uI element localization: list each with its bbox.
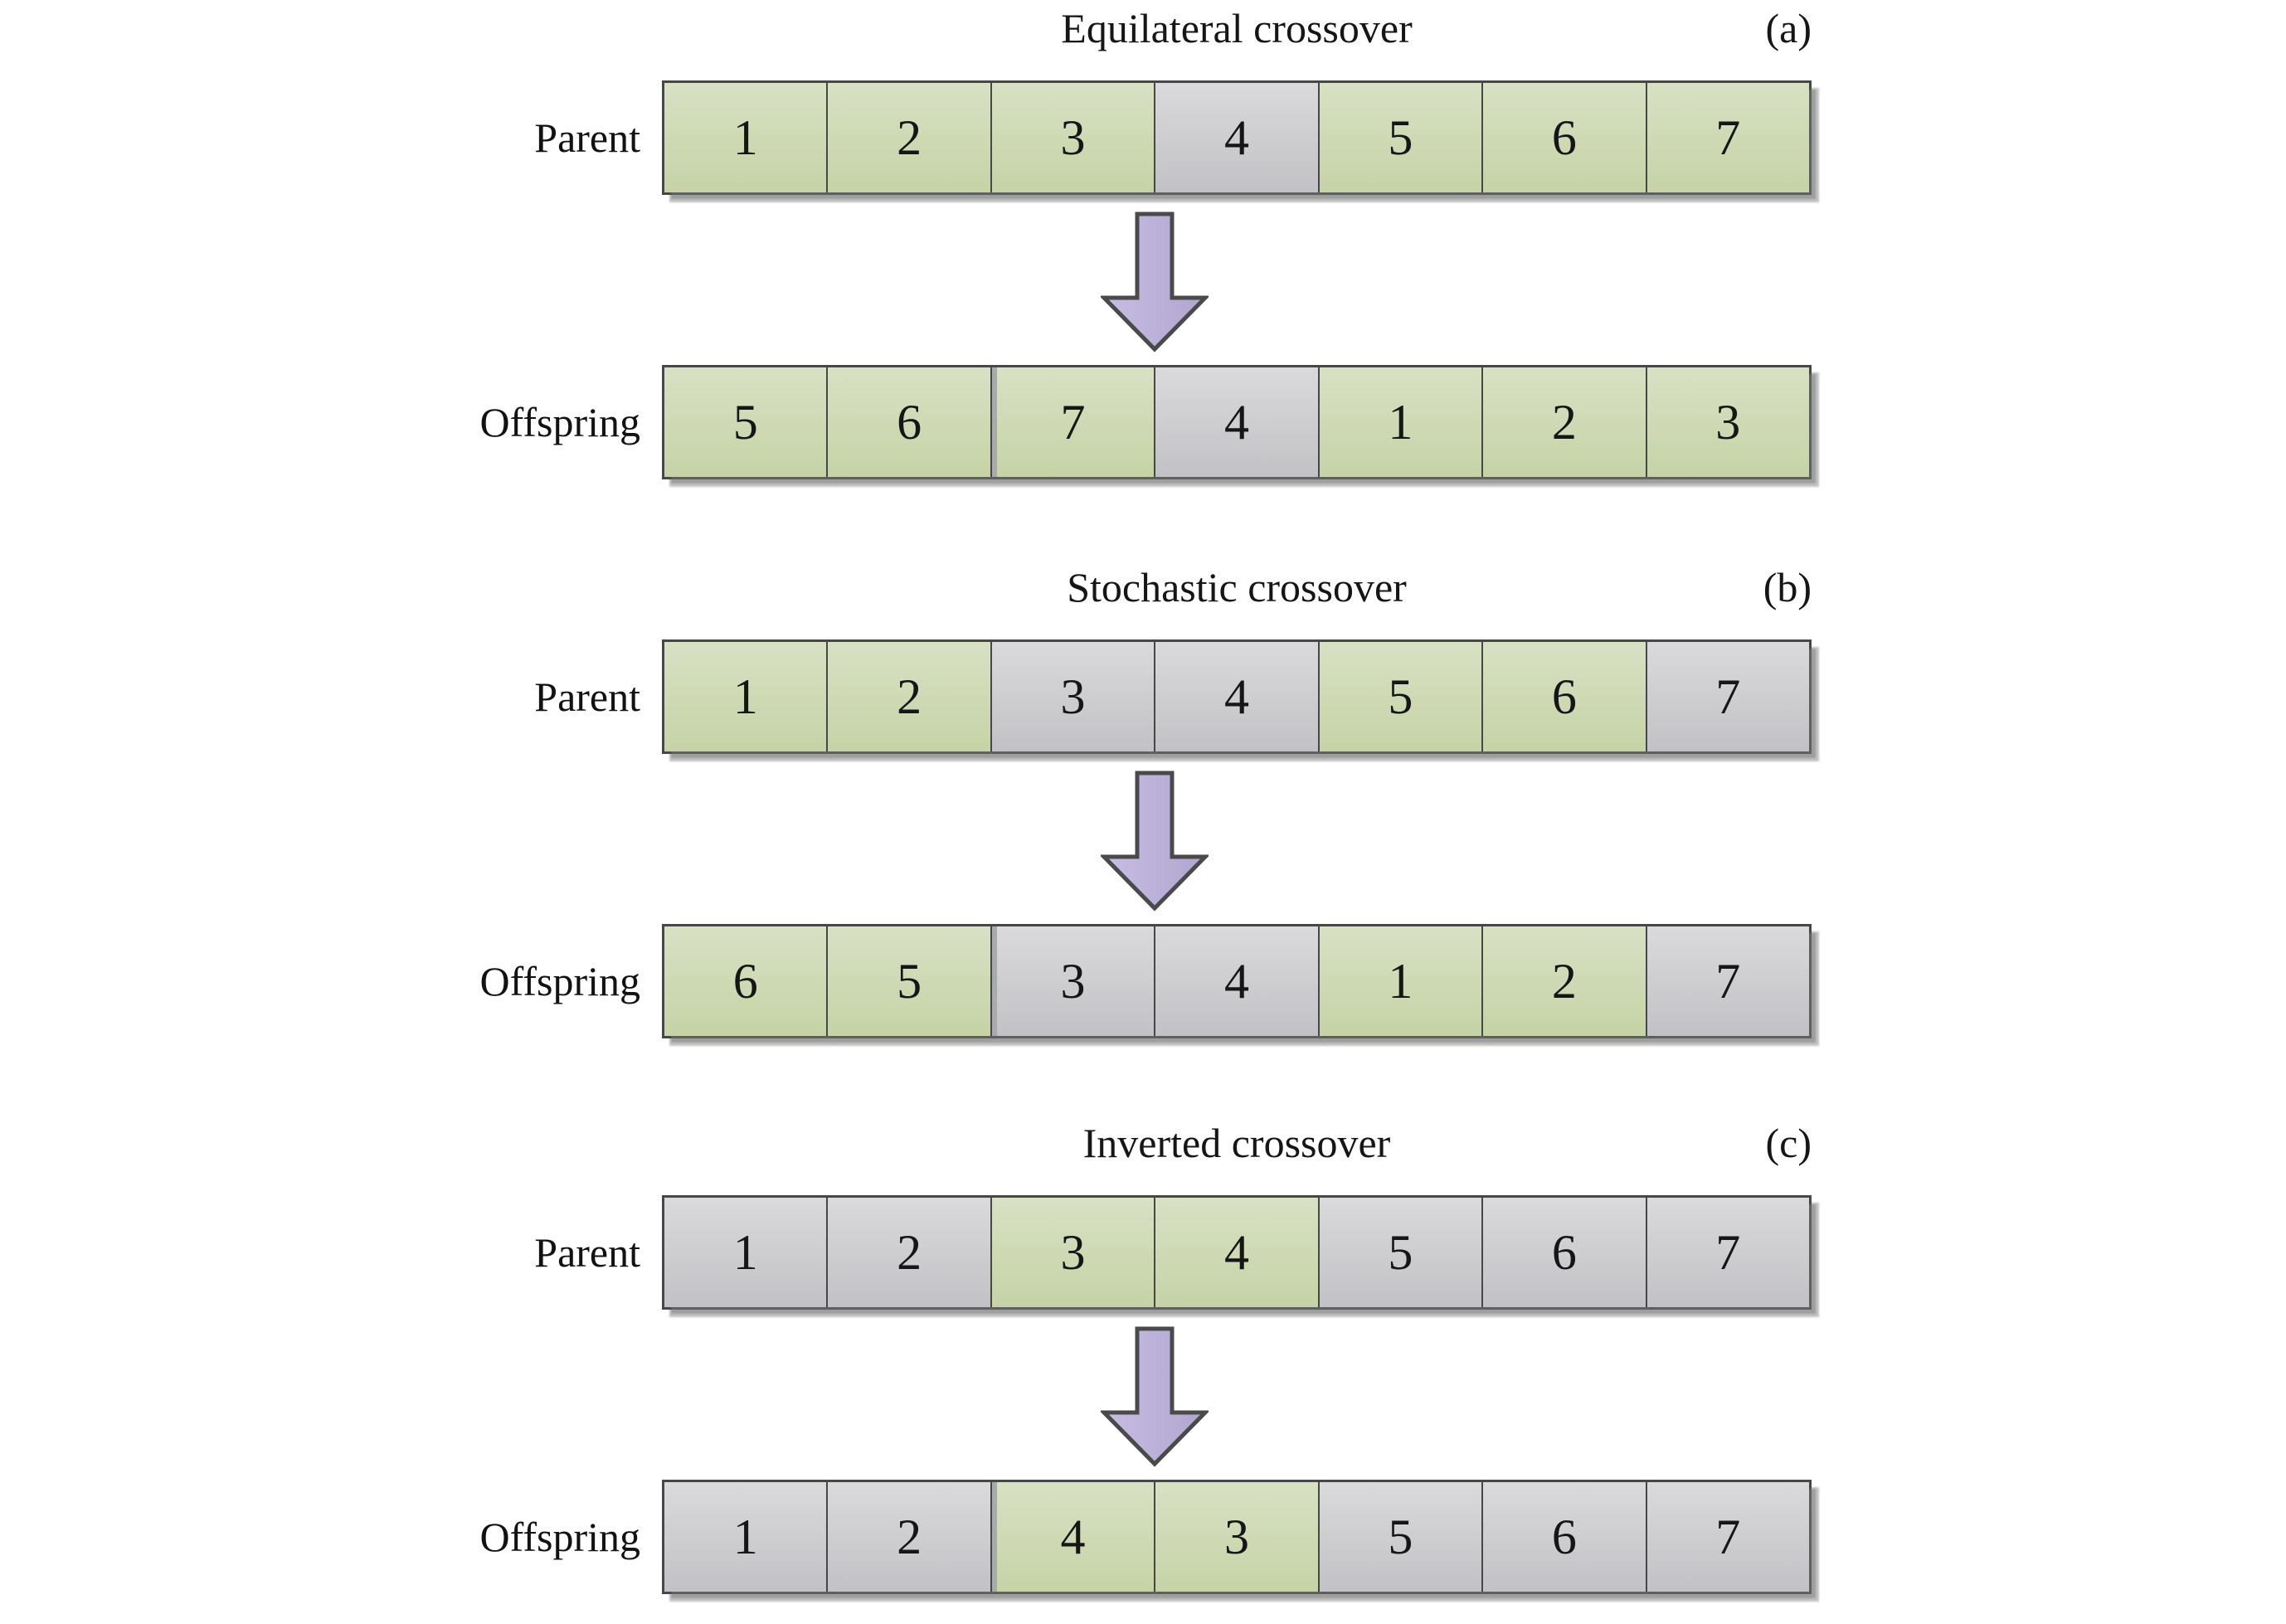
down-block-arrow-icon [1101, 212, 1209, 353]
gene-cell: 7 [1646, 926, 1809, 1036]
down-block-arrow-icon [1101, 1326, 1209, 1467]
gene-cell: 5 [1318, 1482, 1481, 1592]
gene-cell: 1 [664, 83, 826, 192]
gene-cell: 2 [826, 642, 990, 751]
gene-cell: 5 [1318, 1198, 1481, 1307]
offspring-cells [662, 365, 1812, 479]
gene-cell: 3 [1646, 367, 1809, 477]
offspring-row-label: Offspring [479, 958, 640, 1004]
gene-cell: 5 [826, 926, 990, 1036]
gene-cell: 7 [1646, 83, 1809, 192]
down-block-arrow-icon [1101, 771, 1209, 912]
gene-cell: 6 [1481, 83, 1645, 192]
offspring-row-label: Offspring [479, 399, 640, 445]
gene-cell: 7 [1646, 1198, 1809, 1307]
parent-row-label: Parent [534, 114, 640, 161]
gene-cell: 3 [990, 642, 1154, 751]
gene-cell: 1 [664, 1482, 826, 1592]
gene-cell: 2 [1481, 367, 1645, 477]
gene-cell: 4 [1154, 642, 1317, 751]
gene-cell: 3 [990, 1198, 1154, 1307]
gene-cell: 5 [664, 367, 826, 477]
section-tag: (a) [1765, 5, 1812, 51]
gene-cell: 6 [664, 926, 826, 1036]
gene-cell: 2 [1481, 926, 1645, 1036]
crossover-section-a [0, 5, 2286, 508]
parent-row [534, 639, 1812, 754]
offspring-row [479, 365, 1812, 479]
parent-cells [662, 1195, 1812, 1310]
gene-cell: 3 [990, 83, 1154, 192]
gene-cell: 2 [826, 1482, 990, 1592]
section-tag: (b) [1763, 564, 1812, 610]
gene-cell: 5 [1318, 83, 1481, 192]
parent-row [534, 1195, 1812, 1310]
gene-cell: 1 [664, 1198, 826, 1307]
gene-cell: 3 [990, 926, 1154, 1036]
gene-cell: 6 [826, 367, 990, 477]
gene-cell: 7 [1646, 642, 1809, 751]
offspring-row [479, 1480, 1812, 1594]
gene-cell: 6 [1481, 1482, 1645, 1592]
parent-cells [662, 80, 1812, 195]
offspring-row [479, 924, 1812, 1038]
gene-cell: 2 [826, 1198, 990, 1307]
section-title: Stochastic crossover [1067, 564, 1407, 610]
parent-row [534, 80, 1812, 195]
crossover-section-c [0, 1120, 2286, 1622]
offspring-cells [662, 1480, 1812, 1594]
parent-row-label: Parent [534, 673, 640, 720]
gene-cell: 7 [990, 367, 1154, 477]
gene-cell: 4 [990, 1482, 1154, 1592]
gene-cell: 4 [1154, 367, 1317, 477]
section-tag: (c) [1765, 1120, 1812, 1166]
offspring-cells [662, 924, 1812, 1038]
gene-cell: 1 [664, 642, 826, 751]
gene-cell: 6 [1481, 1198, 1645, 1307]
gene-cell: 6 [1481, 642, 1645, 751]
gene-cell: 4 [1154, 83, 1317, 192]
section-title: Equilateral crossover [1061, 5, 1413, 51]
parent-row-label: Parent [534, 1229, 640, 1276]
offspring-row-label: Offspring [479, 1514, 640, 1560]
section-title: Inverted crossover [1082, 1120, 1391, 1166]
gene-cell: 1 [1318, 926, 1481, 1036]
parent-cells [662, 639, 1812, 754]
gene-cell: 4 [1154, 926, 1317, 1036]
crossover-section-b [0, 564, 2286, 1067]
gene-cell: 7 [1646, 1482, 1809, 1592]
gene-cell: 5 [1318, 642, 1481, 751]
gene-cell: 1 [1318, 367, 1481, 477]
gene-cell: 3 [1154, 1482, 1317, 1592]
gene-cell: 4 [1154, 1198, 1317, 1307]
gene-cell: 2 [826, 83, 990, 192]
